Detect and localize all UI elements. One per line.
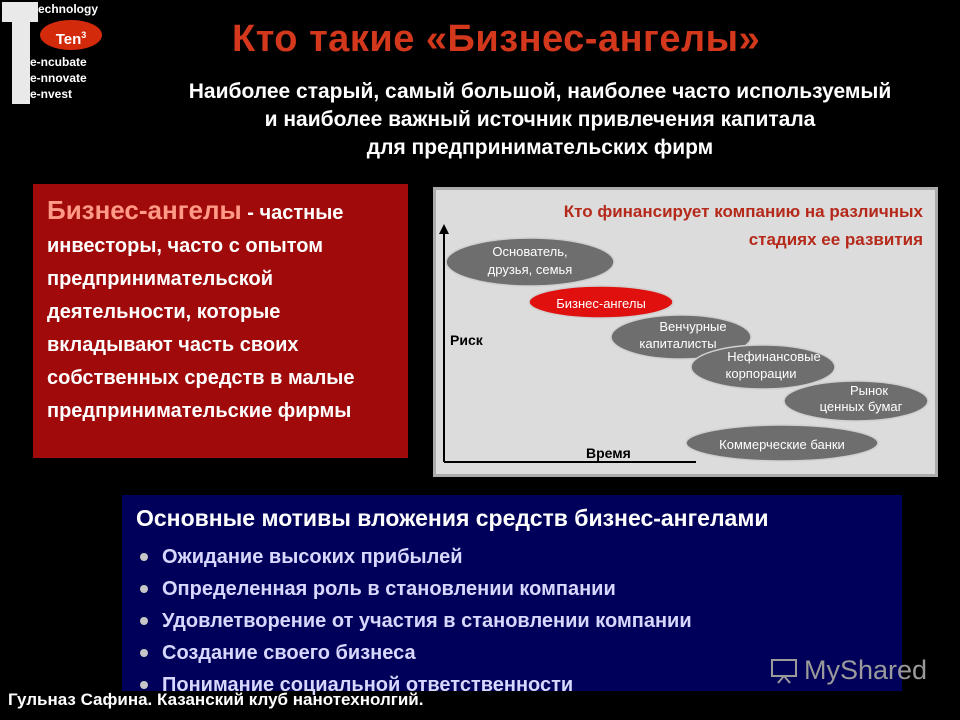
logo-lines — [30, 54, 87, 102]
stage-label: Бизнес-ангелы — [556, 296, 646, 311]
stage-label: ценных бумаг — [819, 399, 903, 414]
stages-group — [446, 238, 928, 461]
watermark — [770, 655, 927, 686]
stage-label: Основатель, — [492, 244, 568, 259]
definition-term: Бизнес-ангелы — [47, 195, 242, 225]
logo-line: e-nvest — [30, 87, 73, 101]
stage-label: друзья, семья — [487, 262, 573, 277]
logo-ten-text: Ten — [55, 31, 82, 48]
presentation-board-icon — [770, 658, 798, 684]
stage-label: Коммерческие банки — [719, 437, 845, 452]
motive-text: Понимание социальной ответственности — [162, 673, 574, 696]
stage-label: Венчурные — [659, 319, 727, 334]
bullet-icon — [140, 681, 148, 689]
logo-line: e-ncubate — [30, 55, 87, 69]
y-axis-arrow — [439, 224, 449, 234]
diagram-title-line: стадиях ее развития — [748, 230, 923, 249]
diagram-title-line: Кто финансирует компанию на различных — [563, 202, 923, 221]
stage-label: капиталисты — [639, 336, 717, 351]
bullet-icon — [140, 553, 148, 561]
bullet-icon — [140, 649, 148, 657]
subtitle-line: и наиболее важный источник привлечения капитала — [264, 108, 816, 131]
motive-text: Ожидание высоких прибылей — [162, 545, 463, 568]
motive-text: Создание своего бизнеса — [162, 641, 416, 664]
definition-text — [47, 194, 400, 428]
watermark-text: MyShared — [804, 655, 928, 685]
motive-item — [140, 573, 692, 605]
motive-item — [140, 541, 692, 573]
slide-subtitle — [140, 78, 940, 162]
motive-text: Определенная роль в становлении компании — [162, 577, 616, 600]
motives-list — [140, 541, 692, 701]
technology-logo — [0, 0, 118, 108]
motives-title: Основные мотивы вложения средств бизнес-ангелами — [136, 505, 769, 531]
stage-label: корпорации — [725, 366, 797, 381]
motive-item — [140, 605, 692, 637]
logo-ten-badge — [40, 20, 102, 50]
logo-technology-text: echnology — [38, 2, 99, 16]
stage-label: Рынок — [849, 383, 889, 398]
stage-label: Нефинансовые — [727, 349, 821, 364]
logo-ten-sup: 3 — [81, 30, 87, 40]
bullet-icon — [140, 617, 148, 625]
bullet-icon — [140, 585, 148, 593]
definition-body: - частные инвесторы, часто с опытом предпринимательской деятельности, которые вкладывают часть своих собственных средств в малые предпринимательские фирмы — [47, 202, 355, 422]
motive-item — [140, 637, 692, 669]
diagram-canvas — [436, 190, 935, 474]
y-axis-label: Риск — [450, 332, 483, 348]
definition-box — [33, 184, 408, 458]
motive-text: Удовлетворение от участия в становлении компании — [162, 609, 692, 632]
x-axis-label: Время — [586, 445, 631, 461]
financing-stages-diagram — [433, 187, 938, 477]
slide-title: Кто такие «Бизнес-ангелы» — [232, 18, 761, 60]
footer-caption: Гульназ Сафина. Казанский клуб нанотехнолгий. — [8, 690, 424, 709]
subtitle-line: для предпринимательских фирм — [366, 136, 714, 159]
logo-line: e-nnovate — [30, 71, 87, 85]
subtitle-line: Наиболее старый, самый большой, наиболее часто используемый — [188, 80, 892, 103]
logo-letter-t-stem — [12, 2, 30, 104]
